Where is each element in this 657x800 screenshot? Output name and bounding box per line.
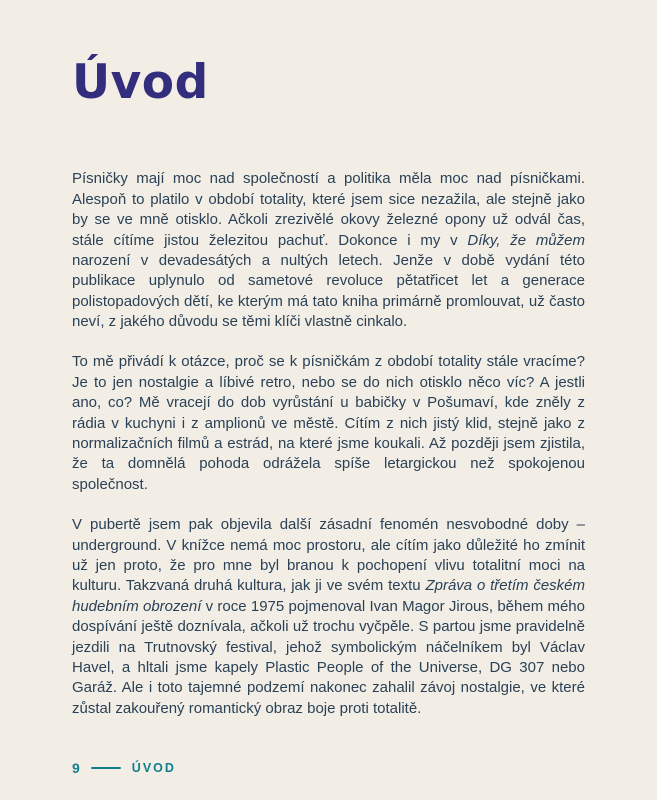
paragraph-1 [72,169,585,332]
paragraph-3-italic-title: Zpráva o třetím českém hudebním obrození [72,577,585,615]
paragraph-3-text-continued: v roce 1975 pojmenoval Ivan Magor Jirous, během mého dospívání ještě doznívala, ačkoli už trochu vyčpěle. S partou jsme pravidelně jezdili na Trutnovský festival, jehož symbolickým náčelníkem byl Václav Havel, a hltali jsme kapely Plastic People of the Universe, DG 307 nebo Garáž. Ale i toto tajemné podzemí nakonec zahalil závoj nostalgie, ve které zůstal zakouřený romantický obraz boje proti totalitě. [72,597,585,717]
paragraph-3-text: V pubertě jsem pak objevila další zásadní fenomén nesvobodné doby – underground. V knížce nemá moc prostoru, ale cítím jako důležité ho zmínit už jen proto, že pro mne byl branou k pochopení vlivu totalitní moci na kulturu. Takzvaná druhá kultura, jak ji ve svém textu [72,516,585,595]
paragraph-3 [72,515,585,719]
paragraph-2 [72,352,585,495]
page-number: 9 [72,760,80,776]
paragraph-2-text: To mě přivádí k otázce, proč se k písničkám z období totality stále vracíme? Je to jen nostalgie a líbivé retro, nebo se do nich otisklo něco víc? A jestli ano, co? Mě vracejí do dob vyrůstání u babičky v Pošumaví, kde zněly z rádia v kuchyni i z amplionů ve městě. Cítím z nich jistý klid, stejně jako z normalizačních filmů a estrád, na které jsme koukali. Až později jsem zjistila, že ta domnělá pohoda odrážela spíše letargickou než spokojenou společnost. [72,353,585,493]
page-footer [72,760,176,776]
body-text [72,169,585,719]
page-title: Úvod [72,55,209,110]
footer-section-label: ÚVOD [131,761,176,775]
paragraph-1-text: Písničky mají moc nad společností a politika měla moc nad písničkami. Alespoň to platilo v období totality, které jsem sice nezažila, ale stejně jako by se ve mně otisklo. Ačkoli zrezivělé okovy železné opony už odvál čas, stále cítíme jistou železitou pachuť. Dokonce i my v [72,170,585,249]
paragraph-1-text-continued: narození v devadesátých a nultých letech. Jenže v době vydání této publikace uplynulo od sametové revoluce pětatřicet let a generace polistopadových dětí, ke kterým má tato kniha primárně promlouvat, už často neví, z jakého důvodu se těmi klíči vlastně cinkalo. [72,251,585,331]
footer-dash-rule [91,767,121,770]
paragraph-1-italic-title: Díky, že můžem [467,231,585,249]
